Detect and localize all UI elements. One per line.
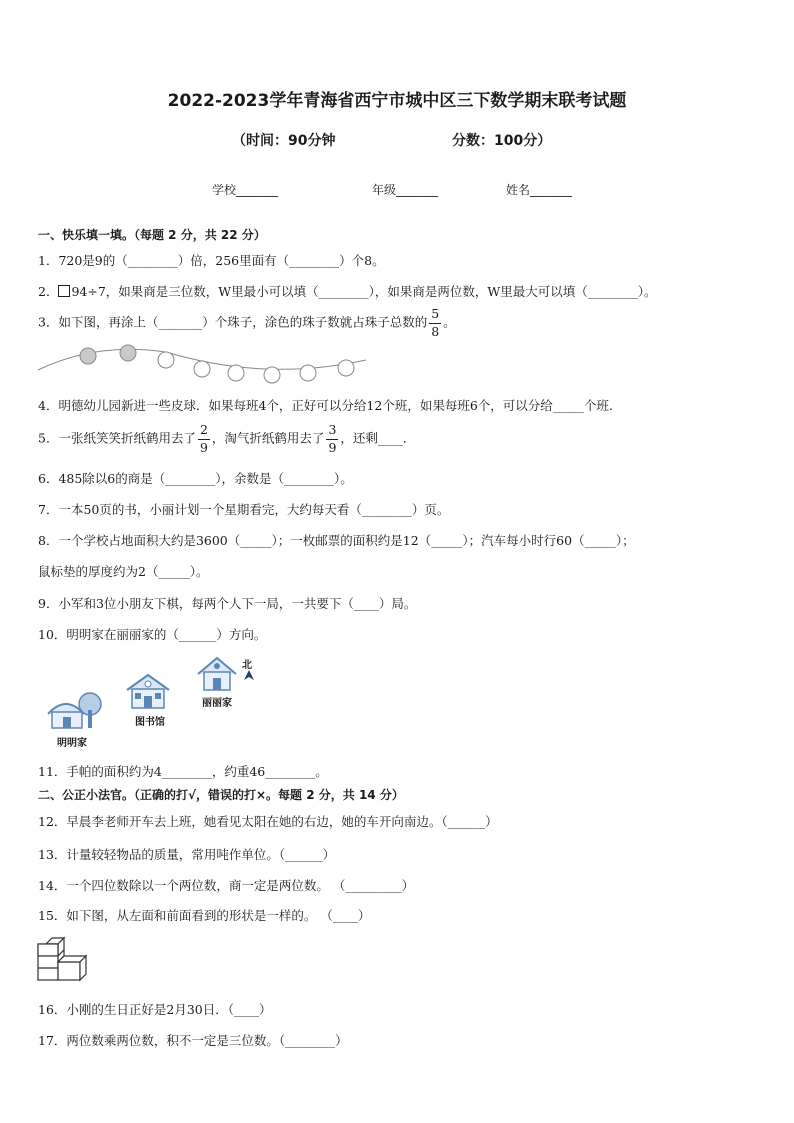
bead-shaded: [120, 345, 136, 361]
bead-empty: [228, 365, 244, 381]
bead-empty: [338, 360, 354, 376]
question-4: 4．明德幼儿园新进一些皮球．如果每班4个，正好可以分给12个班，如果每班6个，可以分给_____个班．: [38, 398, 622, 413]
question-12: 12．早晨李老师开车去上班，她看见太阳在她的右边，她的车开向南边。（______）: [38, 814, 498, 829]
mingming-house-label: 明明家: [57, 738, 87, 749]
section-2-heading: 二、公正小法官。（正确的打√，错误的打×。每题 2 分，共 14 分）: [38, 788, 404, 802]
exam-score: 分数：100分）: [452, 133, 552, 149]
name-field: 姓名_______: [506, 183, 573, 197]
bead-string-figure: [36, 340, 366, 386]
question-7: 7．一本50页的书，小丽计划一个星期看完，大约每天看（________）页。: [38, 502, 450, 517]
question-8-line-1: 8．一个学校占地面积大约是3600（_____）；一枚邮票的面积约是12（_____）；汽车每小时行60（_____）；: [38, 533, 635, 548]
question-9: 9．小军和3位小朋友下棋，每两个人下一局，一共要下（____）局。: [38, 596, 417, 611]
section-1-heading: 一、快乐填一填。（每题 2 分，共 22 分）: [38, 228, 266, 242]
question-2: [38, 282, 656, 300]
question-6: 6．485除以6的商是（________），余数是（________）。: [38, 471, 353, 486]
question-2-number: 2．: [38, 284, 59, 299]
question-17: 17．两位数乘两位数，积不一定是三位数。（________）: [38, 1033, 348, 1048]
fraction-3-9: $\frac{3}{9}$: [328, 422, 337, 455]
question-3-text: 3．如下图，再涂上（_______）个珠子，涂色的珠子数就占珠子总数的: [38, 314, 428, 330]
bead-empty: [194, 361, 210, 377]
question-2-text: 94÷7，如果商是三位数，W里最小可以填（________），如果商是两位数，W里最大可以填（________）。: [71, 284, 657, 299]
exam-time: （时间：90分钟: [232, 133, 336, 149]
question-11: 11．手帕的面积约为4________，约重46________。: [38, 764, 328, 779]
fraction-5-8: $\frac{5}{8}$: [431, 306, 440, 339]
mingming-house-icon: [46, 690, 104, 732]
lili-house-icon: [194, 654, 240, 694]
blank-box-icon: [58, 285, 70, 297]
question-1: 1．720是9的（________）倍，256里面有（________）个8。: [38, 253, 385, 268]
north-label: 北: [242, 660, 252, 671]
question-13: 13．计量较轻物品的质量，常用吨作单位。（______）: [38, 847, 336, 862]
question-5: 5．一张纸笑笑折纸鹤用去了 $\frac{2}{9}$ ，淘气折纸鹤用去了 $\frac{3}{9}$ ，还剩____．: [38, 422, 416, 455]
bead-shaded: [80, 348, 96, 364]
bead-empty: [158, 352, 174, 368]
question-8-line-2: 鼠标垫的厚度约为2（_____）。: [38, 564, 209, 579]
question-14: 14．一个四位数除以一个两位数，商一定是两位数。 （_________）: [38, 878, 415, 893]
library-icon: [125, 672, 171, 712]
cube-stack-figure: [36, 934, 90, 984]
north-arrow-icon: [243, 669, 255, 681]
library-label: 图书馆: [135, 717, 165, 728]
fraction-2-9: $\frac{2}{9}$: [199, 422, 208, 455]
question-15: 15．如下图，从左面和前面看到的形状是一样的。 （____）: [38, 908, 371, 923]
grade-field: 年级_______: [372, 183, 439, 197]
bead-empty: [300, 365, 316, 381]
bead-empty: [264, 367, 280, 383]
question-16: 16．小刚的生日正好是2月30日．（____）: [38, 1002, 272, 1017]
question-3: 3．如下图，再涂上（_______）个珠子，涂色的珠子数就占珠子总数的 $\frac{5}{8}$ 。: [38, 306, 456, 339]
question-10: 10．明明家在丽丽家的（______）方向。: [38, 627, 267, 642]
page-title: 2022-2023学年青海省西宁市城中区三下数学期末联考试题: [167, 91, 627, 111]
lili-house-label: 丽丽家: [202, 698, 232, 709]
school-field: 学校_______: [212, 183, 279, 197]
